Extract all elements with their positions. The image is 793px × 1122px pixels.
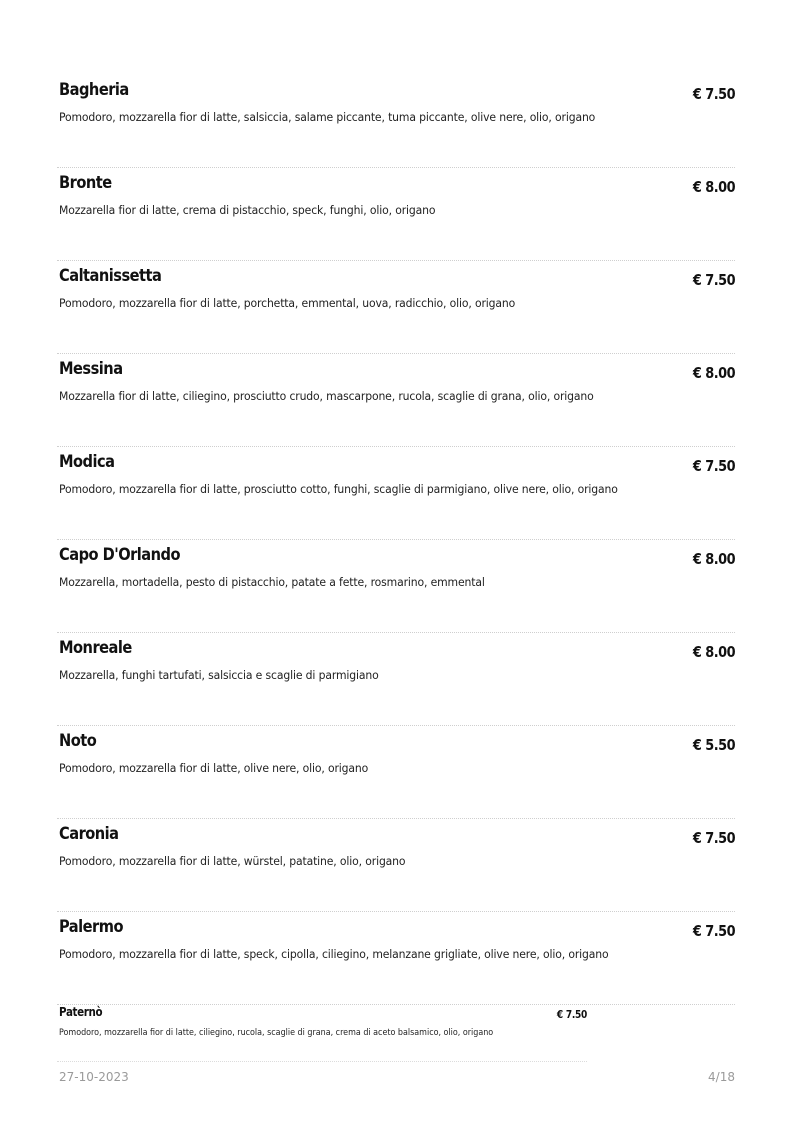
menu-list <box>57 76 735 1006</box>
item-price: € 5.50 <box>692 736 735 754</box>
item-price: € 7.50 <box>692 829 735 847</box>
item-name: Capo D'Orlando <box>59 545 181 565</box>
footer-date: 27-10-2023 <box>59 1070 129 1084</box>
menu-item <box>57 913 735 1005</box>
item-description: Mozzarella, funghi tartufati, salsiccia e scaglie di parmigiano <box>59 668 379 682</box>
item-price: € 7.50 <box>692 85 735 103</box>
item-name: Noto <box>59 731 97 751</box>
item-name: Bronte <box>59 173 112 193</box>
menu-item <box>57 820 735 912</box>
item-price: € 8.00 <box>692 178 735 196</box>
menu-item <box>57 169 735 261</box>
menu-item <box>57 727 735 819</box>
item-description: Pomodoro, mozzarella fior di latte, porchetta, emmental, uova, radicchio, olio, origano <box>59 296 516 310</box>
menu-item <box>57 355 735 447</box>
item-description: Pomodoro, mozzarella fior di latte, speck, cipolla, ciliegino, melanzane grigliate, olive nere, olio, origano <box>59 947 609 961</box>
item-description: Pomodoro, mozzarella fior di latte, salsiccia, salame piccante, tuma piccante, olive nere, olio, origano <box>59 110 596 124</box>
item-price: € 7.50 <box>692 457 735 475</box>
item-name: Modica <box>59 452 115 472</box>
item-description: Pomodoro, mozzarella fior di latte, olive nere, olio, origano <box>59 761 369 775</box>
item-description: Pomodoro, mozzarella fior di latte, prosciutto cotto, funghi, scaglie di parmigiano, olive nere, olio, origano <box>59 482 618 496</box>
item-price: € 7.50 <box>556 1009 587 1021</box>
item-price: € 8.00 <box>692 550 735 568</box>
menu-item <box>57 448 735 540</box>
item-price: € 7.50 <box>692 271 735 289</box>
item-name: Bagheria <box>59 80 129 100</box>
menu-item <box>57 76 735 168</box>
item-name: Messina <box>59 359 123 379</box>
item-name: Paternò <box>59 1005 103 1019</box>
item-description: Mozzarella fior di latte, crema di pistacchio, speck, funghi, olio, origano <box>59 203 436 217</box>
item-name: Monreale <box>59 638 132 658</box>
item-description: Pomodoro, mozzarella fior di latte, würstel, patatine, olio, origano <box>59 854 406 868</box>
item-price: € 8.00 <box>692 643 735 661</box>
page-number: 4/18 <box>708 1070 735 1084</box>
item-price: € 8.00 <box>692 364 735 382</box>
item-name: Palermo <box>59 917 124 937</box>
item-name: Caronia <box>59 824 119 844</box>
item-price: € 7.50 <box>692 922 735 940</box>
menu-item <box>57 634 735 726</box>
menu-item-small <box>57 1000 587 1062</box>
menu-item <box>57 262 735 354</box>
item-description: Mozzarella, mortadella, pesto di pistacchio, patate a fette, rosmarino, emmental <box>59 575 485 589</box>
menu-item <box>57 541 735 633</box>
item-description: Mozzarella fior di latte, ciliegino, prosciutto crudo, mascarpone, rucola, scaglie di grana, olio, origano <box>59 389 594 403</box>
item-name: Caltanissetta <box>59 266 162 286</box>
item-description: Pomodoro, mozzarella fior di latte, ciliegino, rucola, scaglie di grana, crema di aceto balsamico, olio, origano <box>59 1028 494 1038</box>
